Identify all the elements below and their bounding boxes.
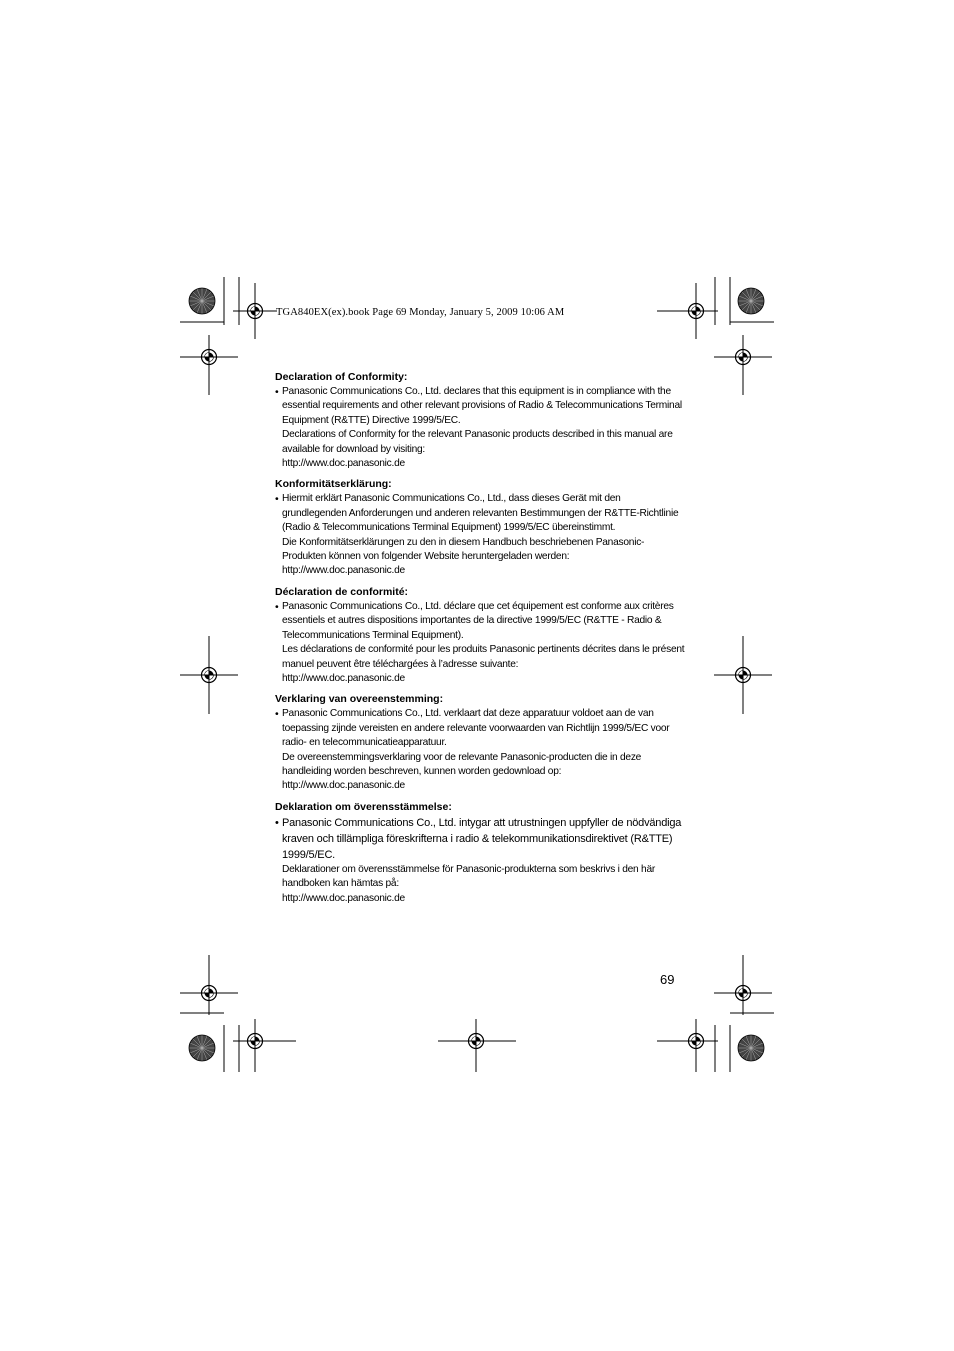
color-calibration-wheel-icon (189, 288, 215, 314)
book-info-header: TGA840EX(ex).book Page 69 Monday, January 5, 2009 10:06 AM (276, 307, 565, 318)
declaration-text: Panasonic Communications Co., Ltd. déclare que cet équipement est conforme aux critères essentiels et autres dispositions importantes de la directive 1999/5/EC (R&TTE - Radio & Telecommunications Terminal Equipment). (282, 600, 674, 641)
section-heading: Konformitätserklärung: (275, 478, 392, 491)
bullet: • (275, 600, 279, 613)
color-calibration-wheel-icon (189, 1035, 215, 1061)
declaration-text: Panasonic Communications Co., Ltd. verklaart dat deze apparatuur voldoet aan de van toepassing zijnde vereisten en andere relevante voorwaarden van Richtlijn 1999/5/EC voor radio- en telecommunicatieapparatuur. (282, 708, 670, 749)
bullet: • (275, 708, 279, 721)
download-text: Les déclarations de conformité pour les produits Panasonic pertinents décrites dans le présent manuel peuvent être téléchargées à l’adresse suivante: (282, 644, 685, 670)
section-heading: Deklaration om överensstämmelse: (275, 800, 452, 813)
list-item (275, 600, 685, 686)
bullet: • (275, 386, 279, 398)
list-item (275, 815, 685, 906)
bullet: • (275, 816, 279, 829)
download-text: De overeenstemmingsverklaring voor de relevante Panasonic-producten die in deze handleiding worden beschreven, kunnen worden gedownload op: (282, 751, 642, 777)
section-declaration-nl (275, 692, 685, 793)
section-heading: Déclaration de conformité: (275, 585, 409, 598)
download-url: http://www.doc.panasonic.de (282, 780, 405, 792)
page-number: 69 (660, 972, 675, 987)
section-heading: Verklaring van overeenstemming: (275, 693, 444, 706)
bullet: • (275, 493, 279, 506)
download-url: http://www.doc.panasonic.de (282, 672, 405, 684)
color-calibration-wheel-icon (738, 288, 764, 314)
declaration-text: Panasonic Communications Co., Ltd. declares that this equipment is in compliance with the essential requirements and other relevant provisions of Radio & Telecommunications Terminal Equipment (R&TTE) Directive 1999/5/EC. (282, 386, 682, 426)
section-declaration-en (275, 370, 685, 471)
color-calibration-wheel-icon (738, 1035, 764, 1061)
declaration-text: Panasonic Communications Co., Ltd. intygar att utrustningen uppfyller de nödvändiga kraven och tillämpliga föreskrifterna i radio & telekommunikationsdirektivet (R&TTE) 1999/5/EC. (282, 816, 682, 861)
section-declaration-sv (275, 800, 685, 906)
download-url: http://www.doc.panasonic.de (282, 565, 405, 577)
declarations-content (275, 370, 685, 912)
section-declaration-fr (275, 585, 685, 686)
list-item (275, 385, 685, 471)
list-item (275, 492, 685, 578)
download-text: Die Konformitätserklärungen zu den in diesem Handbuch beschriebenen Panasonic-Produkten können von folgender Website heruntergeladen werden: (282, 536, 645, 563)
section-declaration-de (275, 477, 685, 578)
download-text: Deklarationer om överensstämmelse för Panasonic-produkterna som beskrivs i den här handboken kan hämtas på: (282, 863, 656, 890)
download-text: Declarations of Conformity for the relevant Panasonic products described in this manual are available for download by visiting: (282, 429, 673, 455)
download-url: http://www.doc.panasonic.de (282, 892, 405, 904)
download-url: http://www.doc.panasonic.de (282, 458, 405, 470)
list-item (275, 707, 685, 793)
section-heading: Declaration of Conformity: (275, 371, 408, 383)
declaration-text: Hiermit erklärt Panasonic Communications Co., Ltd., dass dieses Gerät mit den grundlegenden Anforderungen und anderen relevanten Bestimmungen der R&TTE-Richtlinie (Radio & Telecommunications Terminal Equipment) 1999/5/EC übereinstimmt. (282, 493, 679, 534)
